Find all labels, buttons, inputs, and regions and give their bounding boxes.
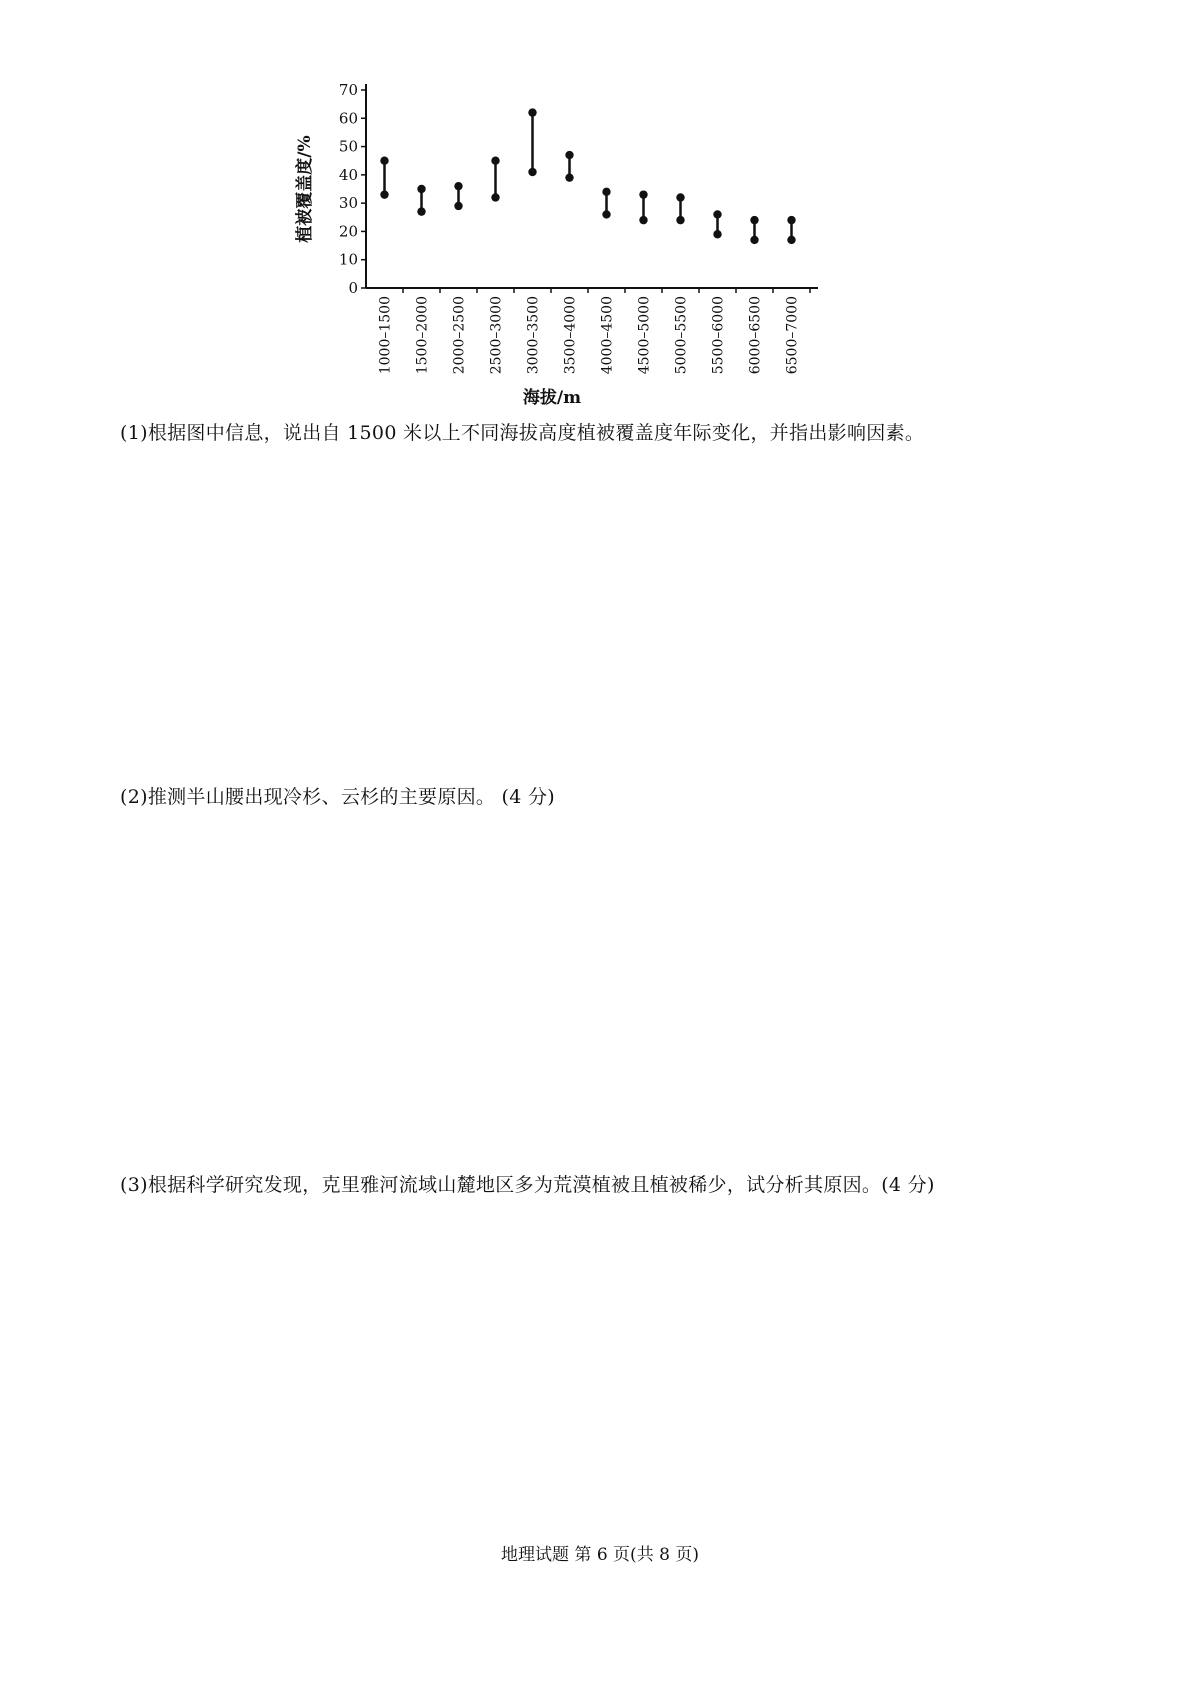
x-tick-label: 5000–5500 [673, 296, 690, 375]
range-low-point [676, 216, 684, 224]
range-low-point [528, 168, 536, 176]
x-tick-label: 4500–5000 [636, 296, 653, 375]
x-tick-label: 3500–4000 [562, 296, 579, 375]
range-high-point [491, 157, 499, 165]
range-low-point [787, 236, 795, 244]
x-axis-label: 海拔/m [522, 388, 582, 408]
y-tick-label: 30 [338, 194, 358, 213]
question-2: (2)推测半山腰出现冷杉、云杉的主要原因。 (4 分) [120, 786, 556, 808]
range-low-point [713, 230, 721, 238]
range-low-point [750, 236, 758, 244]
range-high-point [713, 210, 721, 218]
y-tick-label: 70 [338, 81, 358, 99]
vegetation-coverage-chart [295, 78, 900, 408]
y-axis-label: 植被覆盖度/% [295, 135, 315, 243]
x-tick-label: 2500–3000 [488, 296, 505, 375]
range-high-point [565, 151, 573, 159]
y-tick-label: 20 [338, 222, 358, 241]
y-tick-label: 0 [348, 279, 358, 297]
y-tick-label: 10 [338, 250, 358, 269]
range-low-point [491, 193, 499, 201]
range-high-point [787, 216, 795, 224]
range-high-point [417, 185, 425, 193]
y-tick-label: 60 [338, 109, 358, 128]
range-high-point [602, 188, 610, 196]
x-tick-label: 1500–2000 [414, 296, 431, 375]
range-high-point [676, 193, 684, 201]
range-low-point [454, 202, 462, 210]
range-low-point [565, 173, 573, 181]
x-tick-label: 6500–7000 [784, 296, 801, 375]
range-low-point [380, 190, 388, 198]
range-high-point [639, 190, 647, 198]
range-low-point [639, 216, 647, 224]
y-tick-label: 50 [338, 137, 358, 156]
range-high-point [380, 157, 388, 165]
x-tick-label: 1000–1500 [377, 296, 394, 375]
x-tick-label: 6000–6500 [747, 296, 764, 375]
range-low-point [417, 207, 425, 215]
x-tick-label: 2000–2500 [451, 296, 468, 375]
range-high-point [528, 108, 536, 116]
x-tick-label: 3000–3500 [525, 296, 542, 375]
y-tick-label: 40 [338, 165, 358, 184]
x-tick-label: 4000–4500 [599, 296, 616, 375]
page-footer: 地理试题 第 6 页(共 8 页) [501, 1545, 699, 1565]
range-low-point [602, 210, 610, 218]
question-3: (3)根据科学研究发现，克里雅河流域山麓地区多为荒漠植被且植被稀少，试分析其原因。(4 分) [120, 1174, 935, 1196]
range-high-point [750, 216, 758, 224]
question-1: (1)根据图中信息，说出自 1500 米以上不同海拔高度植被覆盖度年际变化，并指出影响因素。 [120, 422, 925, 444]
range-high-point [454, 182, 462, 190]
x-tick-label: 5500–6000 [710, 296, 727, 375]
